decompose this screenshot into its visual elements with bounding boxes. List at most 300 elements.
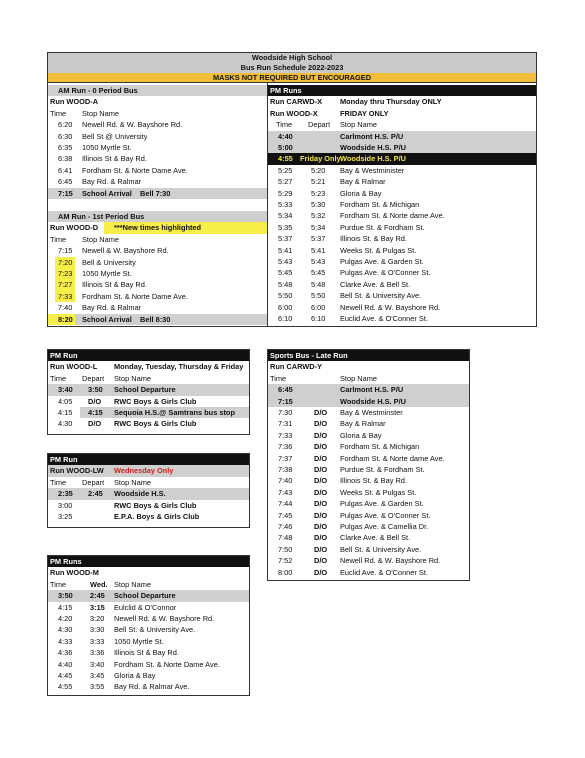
schedule-year: Bus Run Schedule 2022-2023	[240, 63, 344, 72]
cell-text: 8:20	[48, 314, 75, 325]
cell-text: 5:50	[311, 291, 326, 301]
cell-text: 1050 Myrtle St.	[82, 143, 132, 152]
cell-text: D/O	[314, 556, 328, 566]
table-row	[268, 245, 536, 256]
cell-text: Newell Rd. & W. Bayshore Rd.	[340, 302, 441, 312]
table-row	[48, 488, 249, 499]
cell-text: D/O	[314, 419, 328, 429]
table-row	[48, 384, 249, 395]
cell-text: 5:43	[311, 257, 326, 266]
am0-title-row	[48, 85, 267, 96]
cell-text: D/O	[314, 408, 328, 417]
table-row	[268, 567, 469, 578]
pmM-run-row	[48, 567, 249, 578]
cell-text: 7:15	[58, 188, 73, 198]
cell-text: Fordham St. & Norte Dame Ave.	[114, 659, 220, 669]
pm-wood-lw-panel	[47, 453, 250, 528]
cell-text: Stop Name	[114, 373, 151, 383]
cell-text: 5:33	[278, 200, 293, 209]
cell-text: 7:23	[55, 268, 75, 279]
cell-text: Woodside H.S. P/U	[340, 154, 406, 164]
table-row	[48, 670, 249, 681]
cell-text: RWC Boys & Girls Club	[114, 396, 197, 406]
cell-text: Clarke Ave. & Bell St.	[340, 279, 411, 289]
cell-text: 5:41	[278, 245, 293, 255]
cell-text: 6:00	[311, 302, 326, 312]
cell-text: Time	[50, 373, 67, 383]
cell-text: 5:43	[278, 257, 293, 266]
cell-text: Friday Only	[300, 154, 341, 164]
cell-text: PM Run	[50, 351, 78, 360]
new-times-note: ***New times highlighted	[104, 222, 268, 233]
sports-dep-carlmont	[268, 384, 469, 395]
cell-text: 4:30	[58, 419, 73, 429]
table-row	[48, 590, 249, 601]
cell-text: 3:40	[58, 385, 73, 395]
cell-text: 3:20	[90, 614, 105, 623]
cell-text: Pulgas Ave. & Camellia Dr.	[340, 522, 429, 531]
cell-text: 3:25	[58, 512, 73, 521]
cell-text: 4:30	[58, 625, 73, 635]
table-row	[268, 498, 469, 509]
table-row	[268, 430, 469, 441]
cell-text: 2:45	[90, 591, 105, 601]
cell-text: Bell 7:30	[140, 188, 171, 198]
table-row	[48, 407, 249, 418]
cell-text: Bell St. & University Ave.	[340, 291, 422, 301]
am1-run-row	[48, 222, 267, 233]
cell-text: School Departure	[114, 591, 176, 601]
cell-text: Time	[276, 120, 293, 130]
pmL-run-row	[48, 361, 249, 372]
cell-text: Fordham St. & Norte Dame Ave.	[82, 165, 188, 175]
cell-text: 7:45	[278, 510, 293, 520]
cell-text: 4:05	[58, 396, 73, 406]
cell-text: 7:15	[58, 246, 73, 256]
cell-text: 3:36	[90, 648, 105, 658]
table-row	[48, 500, 249, 511]
cell-text: Fordham St. & Michigan	[340, 200, 420, 209]
cell-text: 3:15	[90, 602, 105, 612]
cell-text: 2:35	[58, 489, 73, 499]
cell-text: Bay & Ralmar	[340, 419, 386, 429]
table-row	[48, 602, 249, 613]
cell-text: Run WOOD-D	[50, 223, 99, 233]
sports-col-headers	[268, 373, 469, 384]
pm-wood-l-panel	[47, 349, 250, 435]
cell-text: AM Run - 0 Period Bus	[58, 86, 138, 95]
cell-text: Illinois St & Bay Rd.	[82, 280, 147, 290]
table-row	[268, 210, 536, 221]
cell-text: Purdue St. & Fordham St.	[340, 465, 425, 474]
table-row	[268, 475, 469, 486]
cell-text: Newell Rd. & W. Bayshore Rd.	[340, 556, 441, 566]
schedule-header	[47, 52, 537, 83]
cell-text: Sequoia H.S.@ Samtrans bus stop	[114, 408, 235, 417]
cell-text: AM Run - 1st Period Bus	[58, 212, 145, 221]
cell-text: PM Runs	[50, 557, 82, 566]
cell-text: 7:48	[278, 533, 293, 543]
cell-text: 1050 Myrtle St.	[114, 636, 164, 646]
cell-text: 5:48	[278, 279, 293, 289]
cell-text: 7:38	[278, 465, 293, 474]
cell-text: Fordham St. & Michigan	[340, 442, 420, 452]
cell-text: Bell 8:30	[140, 314, 171, 324]
cell-text: 4:15	[88, 408, 103, 417]
cell-text: D/O	[314, 487, 328, 497]
cell-text: RWC Boys & Girls Club	[114, 500, 197, 510]
cell-text: Newell & W. Bayshore Rd.	[82, 246, 169, 256]
table-row	[48, 291, 267, 302]
cell-text: Time	[270, 373, 287, 383]
cell-text: Fordham St. & Norte dame Ave.	[340, 453, 445, 463]
cell-text: 4:15	[58, 408, 73, 417]
table-row	[48, 268, 267, 279]
cell-text: Stop Name	[114, 579, 151, 589]
table-row	[48, 119, 267, 130]
cell-text: 6:45	[278, 385, 293, 395]
table-row	[268, 222, 536, 233]
cell-text: 7:52	[278, 556, 293, 566]
cell-text: Monday, Tuesday, Thursday & Friday	[114, 362, 244, 372]
cell-text: Bay & Westminister	[340, 165, 405, 175]
cell-text: 5:35	[278, 222, 293, 232]
cell-text: 3:00	[58, 500, 73, 510]
pm-wood-m-panel	[47, 555, 250, 696]
cell-text: 5:23	[311, 188, 326, 198]
cell-text: Carlmont H.S. P/U	[340, 385, 404, 395]
cell-text: Newell Rd. & W. Bayshore Rd.	[114, 614, 215, 623]
cell-text: Euclid Ave. & O'Conner St.	[340, 314, 428, 323]
cell-text: 7:20	[55, 257, 75, 268]
cell-text: 3:50	[58, 591, 73, 601]
cell-text: 5:25	[278, 165, 293, 175]
cell-text: D/O	[314, 567, 328, 577]
cell-text: 6:10	[311, 314, 326, 323]
cell-text: 7:33	[55, 291, 75, 302]
cell-text: 7:27	[55, 279, 75, 290]
cell-text: Illinois St. & Bay Rd.	[340, 234, 407, 244]
cell-text: 6:45	[58, 177, 73, 187]
cell-text: Pulgas Ave. & O'Conner St.	[340, 510, 431, 520]
cell-text: Run CARWD-X	[270, 97, 323, 107]
cell-text: D/O	[314, 544, 328, 554]
cell-text: Run WOOD-M	[50, 568, 99, 578]
table-row	[268, 313, 536, 324]
cell-text: 5:50	[278, 291, 293, 301]
table-row	[268, 521, 469, 532]
cell-text: Wednesday Only	[114, 466, 174, 476]
cell-text: 7:50	[278, 544, 293, 554]
cell-text: Gloria & Bay	[114, 671, 156, 680]
cell-text: E.P.A. Boys & Girls Club	[114, 512, 200, 521]
pm-runs-panel	[267, 82, 537, 327]
cell-text: 6:35	[58, 143, 73, 152]
am1-col-headers	[48, 234, 267, 245]
cell-text: D/O	[314, 453, 328, 463]
table-row	[48, 257, 267, 268]
table-row	[268, 510, 469, 521]
cell-text: 5:00	[278, 143, 293, 152]
cell-text: Gloria & Bay	[340, 430, 382, 440]
cell-text: Bell & University	[82, 257, 136, 267]
cell-text: 5:29	[278, 188, 293, 198]
cell-text: D/O	[314, 499, 328, 509]
cell-text: School Arrival	[82, 314, 132, 324]
cell-text: Monday thru Thursday ONLY	[340, 97, 442, 107]
cell-text: Stop Name	[82, 108, 119, 118]
cell-text: Woodside H.S. P/U	[340, 396, 406, 406]
cell-text: 3:40	[90, 659, 105, 669]
pm-run2-row	[268, 108, 536, 119]
table-row	[268, 176, 536, 187]
table-row	[48, 659, 249, 670]
cell-text: 7:36	[278, 442, 293, 452]
pmLW-title-row	[48, 454, 249, 465]
pmLW-col-headers	[48, 477, 249, 488]
cell-text: 3:50	[88, 385, 103, 395]
table-row	[268, 418, 469, 429]
cell-text: Carlmont H.S. P/U	[340, 131, 404, 141]
cell-text: FRIDAY ONLY	[340, 108, 389, 118]
cell-text: 3:30	[90, 625, 105, 635]
table-row	[48, 302, 267, 313]
cell-text: 7:43	[278, 487, 293, 497]
cell-text: 5:37	[311, 234, 326, 244]
cell-text: Woodside H.S. P/U	[340, 143, 406, 152]
pmM-col-headers	[48, 579, 249, 590]
cell-text: 7:30	[278, 408, 293, 417]
cell-text: Wed.	[90, 579, 108, 589]
cell-text: Bay Rd. & Ralmar Ave.	[114, 682, 190, 692]
cell-text: 7:15	[278, 396, 293, 406]
cell-text: 7:40	[58, 303, 73, 313]
table-row	[48, 681, 249, 692]
pm-dep-woodside	[268, 142, 536, 153]
cell-text: 1050 Myrtle St.	[82, 269, 132, 278]
pm-dep-carlmont	[268, 131, 536, 142]
cell-text: School Arrival	[82, 188, 132, 198]
cell-text: Illinois St. & Bay Rd.	[340, 476, 407, 486]
cell-text: Run WOOD-LW	[50, 466, 104, 476]
cell-text: 7:31	[278, 419, 293, 429]
table-row	[48, 142, 267, 153]
table-row	[268, 453, 469, 464]
table-row	[268, 290, 536, 301]
cell-text: 3:55	[90, 682, 105, 692]
table-row	[48, 131, 267, 142]
cell-text: 6:30	[58, 131, 73, 141]
cell-text: Run WOOD-L	[50, 362, 98, 372]
sports-dep-woodside	[268, 396, 469, 407]
cell-text: D/O	[314, 533, 328, 543]
cell-text: D/O	[314, 510, 328, 520]
pmLW-run-row	[48, 465, 249, 476]
table-row	[268, 188, 536, 199]
table-row	[48, 176, 267, 187]
table-row	[268, 407, 469, 418]
cell-text: 5:34	[278, 211, 293, 221]
cell-text: Time	[50, 579, 67, 589]
am1-arrival-row	[48, 314, 267, 325]
cell-text: Bay & Westminster	[340, 408, 403, 417]
cell-text: Pulgas Ave. & O'Conner St.	[340, 268, 431, 278]
am0-arrival-row	[48, 188, 267, 199]
cell-text: Time	[50, 108, 67, 118]
am0-run-row	[48, 96, 267, 107]
cell-text: Pulgas Ave. & Garden St.	[340, 499, 424, 509]
cell-text: 4:40	[278, 131, 293, 141]
am-runs-panel	[47, 82, 267, 327]
cell-text: 4:45	[58, 671, 73, 680]
cell-text: 4:33	[58, 636, 73, 646]
table-row	[268, 555, 469, 566]
table-row	[48, 647, 249, 658]
cell-text: D/O	[88, 396, 102, 406]
cell-text: 5:41	[311, 245, 326, 255]
cell-text: 7:37	[278, 453, 293, 463]
cell-text: Bell St. & University Ave.	[114, 625, 196, 635]
cell-text: Depart	[308, 120, 331, 130]
cell-text: Bay Rd. & Ralmar	[82, 177, 142, 187]
cell-text: RWC Boys & Girls Club	[114, 419, 197, 429]
cell-text: Illinois St & Bay Rd.	[114, 648, 179, 658]
cell-text: 4:40	[58, 659, 73, 669]
cell-text: Bay & Ralmar	[340, 177, 386, 187]
cell-text: Time	[50, 477, 67, 487]
masks-notice: MASKS NOT REQUIRED BUT ENCOURAGED	[48, 73, 536, 83]
table-row	[268, 165, 536, 176]
cell-text: 4:55	[278, 154, 293, 164]
cell-text: 6:20	[58, 120, 73, 130]
cell-text: 5:45	[278, 268, 293, 278]
cell-text: 5:48	[311, 279, 326, 289]
cell-text: Depart	[82, 373, 105, 383]
cell-text: Woodside H.S.	[114, 489, 166, 499]
cell-text: Bell St. & University Ave.	[340, 544, 422, 554]
cell-text: Stop Name	[340, 373, 377, 383]
cell-text: Pulgas Ave. & Garden St.	[340, 257, 424, 266]
table-row	[268, 544, 469, 555]
sequoia-highlight	[80, 407, 249, 418]
cell-text: 2:45	[88, 489, 103, 499]
cell-text: Purdue St. & Fordham St.	[340, 222, 425, 232]
cell-text: 6:38	[58, 154, 73, 164]
cell-text: Stop Name	[82, 234, 119, 244]
cell-text: Time	[50, 234, 67, 244]
table-row	[268, 279, 536, 290]
cell-text: Stop Name	[114, 477, 151, 487]
cell-text: PM Run	[50, 455, 78, 464]
cell-text: 5:21	[311, 177, 326, 187]
cell-text: Bay Rd. & Ralmar	[82, 303, 142, 313]
sports-bus-panel	[267, 349, 470, 581]
pm-run1-row	[268, 96, 536, 107]
pmL-title-row	[48, 350, 249, 361]
cell-text: 6:41	[58, 165, 73, 175]
cell-text: Fordham St. & Norte Dame Ave.	[82, 291, 188, 301]
cell-text: 7:46	[278, 522, 293, 531]
cell-text: D/O	[314, 442, 328, 452]
cell-text: Illinois St & Bay Rd.	[82, 154, 147, 164]
table-row	[48, 624, 249, 635]
cell-text: 6:00	[278, 302, 293, 312]
table-row	[48, 396, 249, 407]
cell-text: Depart	[82, 477, 105, 487]
table-row	[268, 441, 469, 452]
cell-text: Weeks St. & Pulgas St.	[340, 245, 417, 255]
cell-text: Newell Rd. & W. Bayshore Rd.	[82, 120, 183, 130]
table-row	[48, 279, 267, 290]
am1-title-row	[48, 211, 267, 222]
pm-col-headers	[268, 119, 536, 130]
cell-text: School Departure	[114, 385, 176, 395]
table-row	[268, 464, 469, 475]
table-row	[48, 418, 249, 429]
sports-run-row	[268, 361, 469, 372]
cell-text: 4:55	[58, 682, 73, 692]
cell-text: 7:33	[278, 430, 293, 440]
cell-text: Gloria & Bay	[340, 188, 382, 198]
sports-title-row	[268, 350, 469, 361]
school-name: Woodside High School	[251, 53, 333, 62]
pm-title-row	[268, 85, 536, 96]
cell-text: Eulclid & O'Connor	[114, 602, 177, 612]
cell-text: 4:20	[58, 614, 73, 623]
cell-text: 5:32	[311, 211, 326, 221]
cell-text: 4:36	[58, 648, 73, 658]
cell-text: D/O	[314, 430, 328, 440]
cell-text: Sports Bus - Late Run	[270, 351, 348, 360]
cell-text: Weeks St. & Pulgas St.	[340, 487, 417, 497]
cell-text: 7:40	[278, 476, 293, 486]
table-row	[48, 153, 267, 164]
cell-text: Run CARWD-Y	[270, 362, 323, 372]
cell-text: Euclid Ave. & O'Conner St.	[340, 567, 428, 577]
cell-text: 6:10	[278, 314, 293, 323]
cell-text: 7:44	[278, 499, 293, 509]
cell-text: PM Runs	[270, 86, 302, 95]
cell-text: 8:00	[278, 567, 293, 577]
cell-text: Run WOOD-X	[270, 108, 318, 118]
cell-text: 5:45	[311, 268, 326, 278]
table-row	[268, 233, 536, 244]
table-row	[48, 511, 249, 522]
table-row	[268, 256, 536, 267]
table-row	[48, 245, 267, 256]
cell-text: D/O	[314, 522, 328, 531]
cell-text: Stop Name	[340, 120, 377, 130]
table-row	[48, 636, 249, 647]
cell-text: D/O	[314, 465, 328, 474]
cell-text: Bell St @ University	[82, 131, 148, 141]
pm-dep-friday	[268, 153, 536, 164]
table-row	[268, 199, 536, 210]
cell-text: Clarke Ave. & Bell St.	[340, 533, 411, 543]
cell-text: Fordham St. & Norte dame Ave.	[340, 211, 445, 221]
cell-text: 5:34	[311, 222, 326, 232]
cell-text: 5:27	[278, 177, 293, 187]
cell-text: 3:33	[90, 636, 105, 646]
pmL-col-headers	[48, 373, 249, 384]
cell-text: 3:45	[90, 671, 105, 680]
cell-text: 4:15	[58, 602, 73, 612]
cell-text: D/O	[88, 419, 102, 429]
table-row	[268, 487, 469, 498]
am0-col-headers	[48, 108, 267, 119]
table-row	[48, 165, 267, 176]
cell-text: 5:37	[278, 234, 293, 244]
